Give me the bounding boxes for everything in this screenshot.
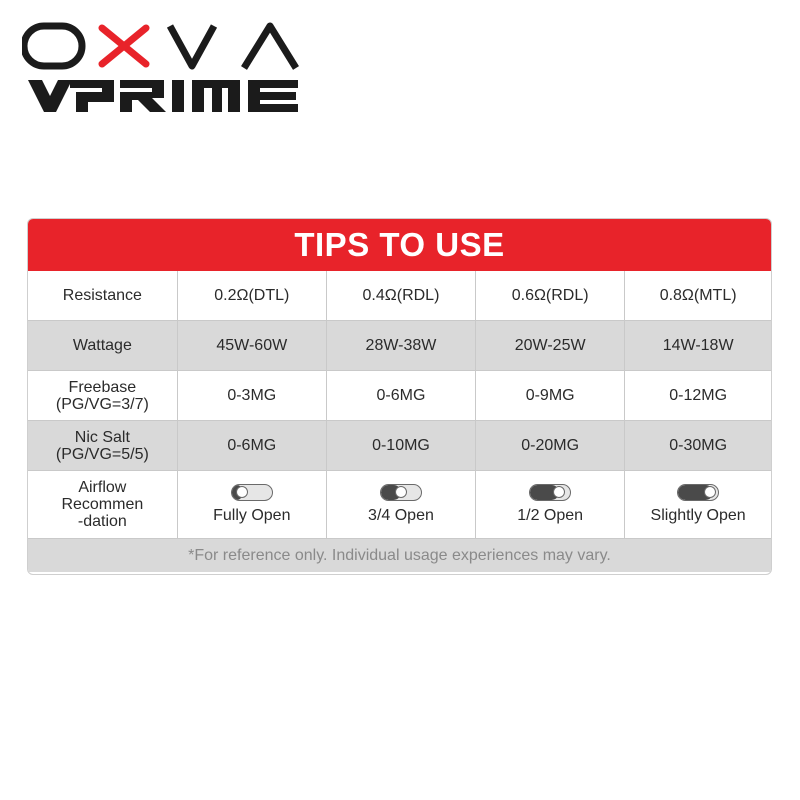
brand-logo [22, 18, 322, 118]
row-label: Wattage [28, 321, 177, 371]
table-cell: 20W-25W [476, 321, 625, 371]
toggle-switch-icon [529, 484, 571, 501]
row-label: Airflow Recommen -dation [28, 471, 177, 539]
row-label: Freebase (PG/VG=3/7) [28, 371, 177, 421]
airflow-option-label: 3/4 Open [368, 507, 434, 524]
table-cell: 0-12MG [625, 371, 771, 421]
toggle-switch-icon [380, 484, 422, 501]
airflow-cell [625, 471, 771, 539]
table-cell: 0-6MG [326, 371, 475, 421]
table-cell: 14W-18W [625, 321, 771, 371]
table-row-freebase [28, 371, 771, 421]
table-cell: 0-30MG [625, 421, 771, 471]
airflow-cell [476, 471, 625, 539]
tips-table [28, 271, 771, 539]
brand-name [22, 118, 23, 119]
row-label: Nic Salt (PG/VG=5/5) [28, 421, 177, 471]
toggle-switch-icon [677, 484, 719, 501]
table-cell: 0-9MG [476, 371, 625, 421]
table-cell: 0-10MG [326, 421, 475, 471]
table-cell: 28W-38W [326, 321, 475, 371]
airflow-cell [326, 471, 475, 539]
header-cell: 0.4Ω(RDL) [326, 271, 475, 321]
table-cell: 0-6MG [177, 421, 326, 471]
table-header-row [28, 271, 771, 321]
airflow-option-label: 1/2 Open [517, 507, 584, 524]
header-cell: 0.2Ω(DTL) [177, 271, 326, 321]
table-row-wattage [28, 321, 771, 371]
toggle-switch-icon [231, 484, 273, 501]
header-cell: 0.6Ω(RDL) [476, 271, 625, 321]
table-cell: 0-20MG [476, 421, 625, 471]
tips-banner [28, 219, 771, 271]
product-name [22, 118, 23, 119]
airflow-cell [177, 471, 326, 539]
airflow-option-label: Fully Open [213, 507, 291, 524]
table-cell: 0-3MG [177, 371, 326, 421]
tips-card [27, 218, 772, 575]
table-cell: 45W-60W [177, 321, 326, 371]
header-cell: 0.8Ω(MTL) [625, 271, 771, 321]
oxva-vprime-logo [22, 18, 322, 118]
reference-note: *For reference only. Individual usage experiences may vary. [28, 539, 771, 572]
table-row-airflow [28, 471, 771, 539]
tips-title: TIPS TO USE [294, 226, 505, 263]
table-row-nic-salt [28, 421, 771, 471]
airflow-option-label: Slightly Open [650, 507, 746, 524]
header-cell-resistance: Resistance [28, 271, 177, 321]
